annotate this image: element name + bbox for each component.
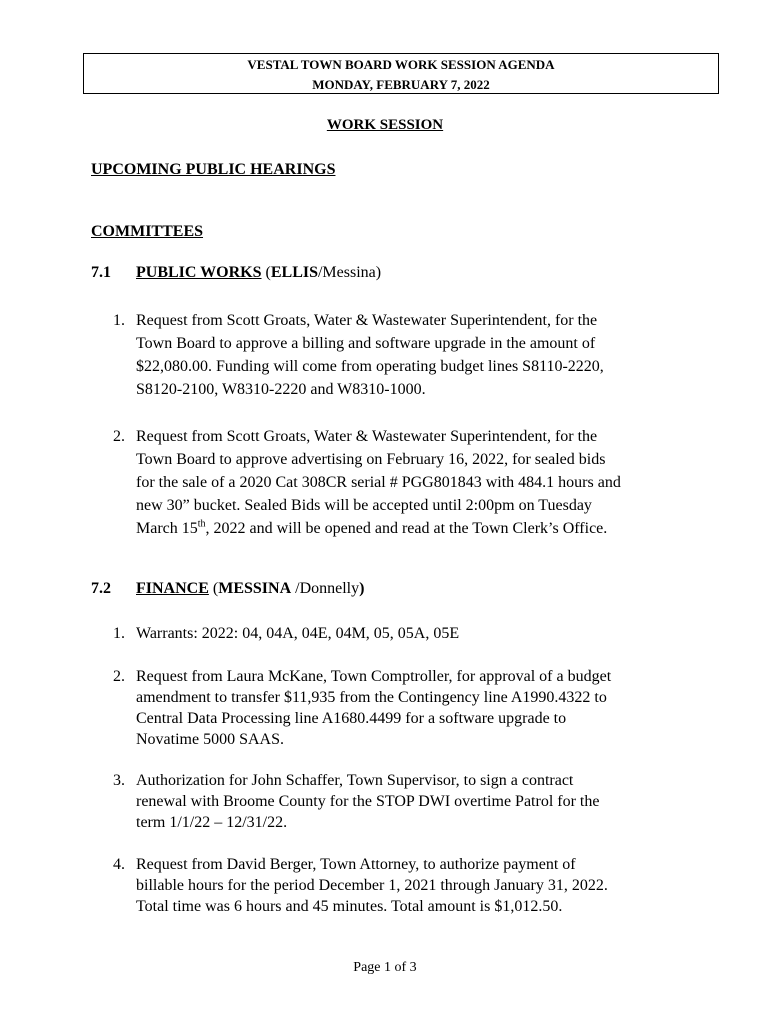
section-chair: ELLIS — [270, 264, 318, 281]
text-line: $22,080.00. Funding will come from operating budget lines S8110-2220, — [136, 358, 604, 375]
section-member: /Donnelly — [291, 580, 360, 597]
text-line: Town Board to approve a billing and software upgrade in the amount of — [136, 335, 596, 352]
text-line — [136, 517, 686, 540]
text-line: S8120-2100, W8310-2220 and W8310-1000. — [136, 381, 426, 398]
list-item-number: 3. — [113, 772, 125, 789]
text-line: renewal with Broome County for the STOP DWI overtime Patrol for the — [136, 793, 600, 810]
section-member: /Messina) — [317, 264, 382, 281]
list-item-number: 1. — [113, 312, 125, 329]
text-line: new 30” bucket. Sealed Bids will be accepted until 2:00pm on Tuesday — [136, 497, 592, 514]
agenda-title: VESTAL TOWN BOARD WORK SESSION AGENDA — [247, 57, 555, 72]
section-name: FINANCE — [136, 580, 209, 597]
ordinal-suffix: th — [197, 518, 206, 530]
text-line: Request from David Berger, Town Attorney, to authorize payment of — [136, 856, 576, 873]
text-fragment: , 2022 and will be opened and read at the Town Clerk’s Office. — [205, 520, 608, 537]
list-item-text — [136, 309, 686, 401]
list-item-text — [136, 666, 686, 750]
list-item-number: 4. — [113, 856, 125, 873]
agenda-date: MONDAY, FEBRUARY 7, 2022 — [312, 77, 490, 92]
text-line: Central Data Processing line A1680.4499 for a software upgrade to — [136, 710, 567, 727]
text-line: Request from Scott Groats, Water & Wastewater Superintendent, for the — [136, 428, 598, 445]
section-finance — [91, 580, 364, 598]
section-close-paren: ) — [359, 580, 365, 597]
text-line: Town Board to approve advertising on February 16, 2022, for sealed bids — [136, 451, 606, 468]
text-line: Request from Scott Groats, Water & Wastewater Superintendent, for the — [136, 312, 598, 329]
upcoming-hearings-heading: UPCOMING PUBLIC HEARINGS — [91, 161, 336, 178]
section-number: 7.1 — [91, 264, 111, 281]
list-item-text — [136, 425, 686, 540]
page-number: Page 1 of 3 — [353, 960, 417, 975]
section-name: PUBLIC WORKS — [136, 264, 262, 281]
work-session-title: WORK SESSION — [326, 117, 444, 133]
text-line: for the sale of a 2020 Cat 308CR serial # PGG801843 with 484.1 hours and — [136, 474, 621, 491]
text-line: Request from Laura McKane, Town Comptroller, for approval of a budget — [136, 668, 612, 685]
agenda-header-box — [83, 53, 719, 94]
text-line: Novatime 5000 SAAS. — [136, 731, 284, 748]
text-line: Authorization for John Schaffer, Town Supervisor, to sign a contract — [136, 772, 574, 789]
section-chair: MESSINA — [218, 580, 292, 597]
text-line: term 1/1/22 – 12/31/22. — [136, 814, 288, 831]
list-item-number: 1. — [113, 625, 125, 642]
section-open-paren: ( — [261, 264, 271, 281]
section-open-paren: ( — [208, 580, 219, 597]
list-item-text — [136, 770, 686, 833]
text-fragment: March 15 — [136, 520, 198, 537]
list-item-number: 2. — [113, 668, 125, 685]
committees-heading: COMMITTEES — [91, 223, 204, 240]
section-public-works — [91, 264, 381, 282]
list-item-number: 2. — [113, 428, 125, 445]
text-line: billable hours for the period December 1, 2021 through January 31, 2022. — [136, 877, 608, 894]
text-line: Warrants: 2022: 04, 04A, 04E, 04M, 05, 05A, 05E — [136, 625, 460, 642]
list-item-text — [136, 623, 686, 644]
list-item-text — [136, 854, 686, 917]
text-line: amendment to transfer $11,935 from the Contingency line A1990.4322 to — [136, 689, 607, 706]
text-line: Total time was 6 hours and 45 minutes. Total amount is $1,012.50. — [136, 898, 563, 915]
section-number: 7.2 — [91, 580, 111, 597]
